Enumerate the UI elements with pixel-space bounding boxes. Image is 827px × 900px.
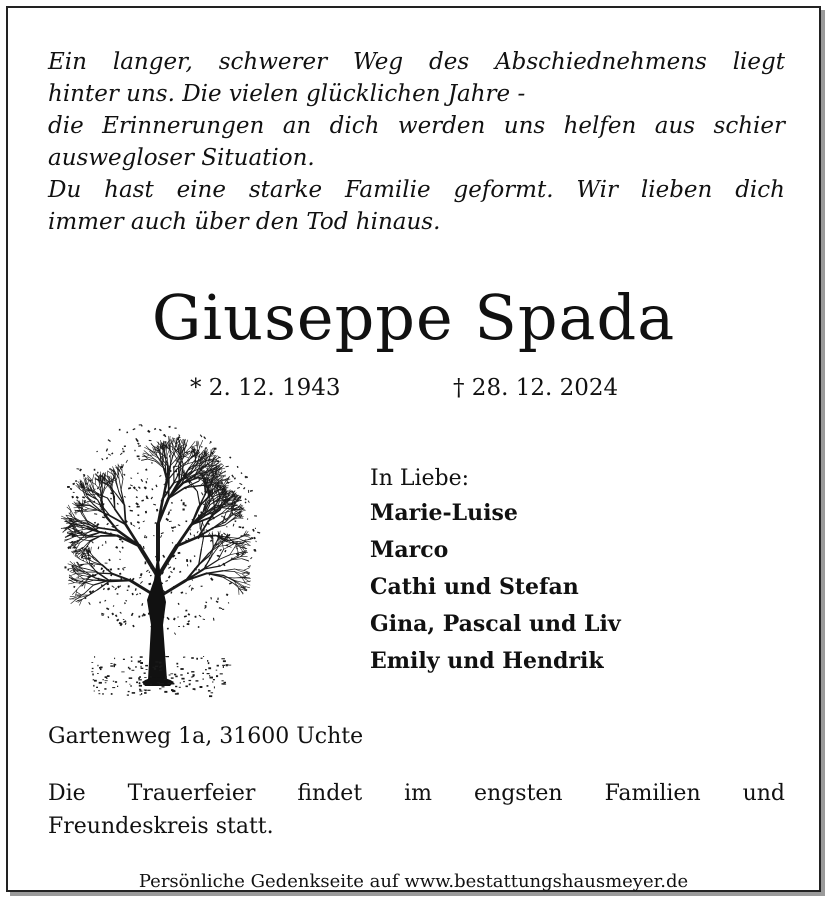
family-member: Emily und Hendrik (370, 648, 604, 674)
family-list (370, 463, 621, 680)
intro-line: Du hast eine starke Familie geformt. Wir lieben dich (48, 177, 785, 203)
intro-line: Ein langer, schwerer Weg des Abschiednehmens liegt (48, 49, 785, 75)
death-date: † 28. 12. 2024 (453, 375, 619, 401)
family-member: Marco (370, 537, 449, 563)
memorial-link[interactable]: Persönliche Gedenkseite auf www.bestattungshausmeyer.de (138, 871, 689, 892)
ceremony-line: Freundeskreis statt. (48, 814, 274, 839)
intro-line: auswegloser Situation. (48, 145, 315, 171)
intro-line: hinter uns. Die vielen glücklichen Jahre - (48, 81, 526, 107)
ceremony-note (48, 777, 785, 843)
intro-verse (48, 46, 785, 238)
intro-line: immer auch über den Tod hinaus. (48, 209, 441, 235)
tree-icon (50, 410, 268, 700)
family-member: Marie-Luise (370, 500, 518, 526)
deceased-name: Giuseppe Spada (151, 281, 676, 354)
family-member: Cathi und Stefan (370, 574, 579, 600)
obituary-card (6, 6, 821, 892)
family-member: Gina, Pascal und Liv (370, 611, 621, 637)
family-lead: In Liebe: (370, 466, 470, 491)
birth-date: * 2. 12. 1943 (190, 375, 341, 401)
ceremony-line: Die Trauerfeier findet im engsten Familien und (48, 781, 785, 806)
address: Gartenweg 1a, 31600 Uchte (48, 724, 364, 749)
intro-line: die Erinnerungen an dich werden uns helfen aus schier (48, 113, 785, 139)
